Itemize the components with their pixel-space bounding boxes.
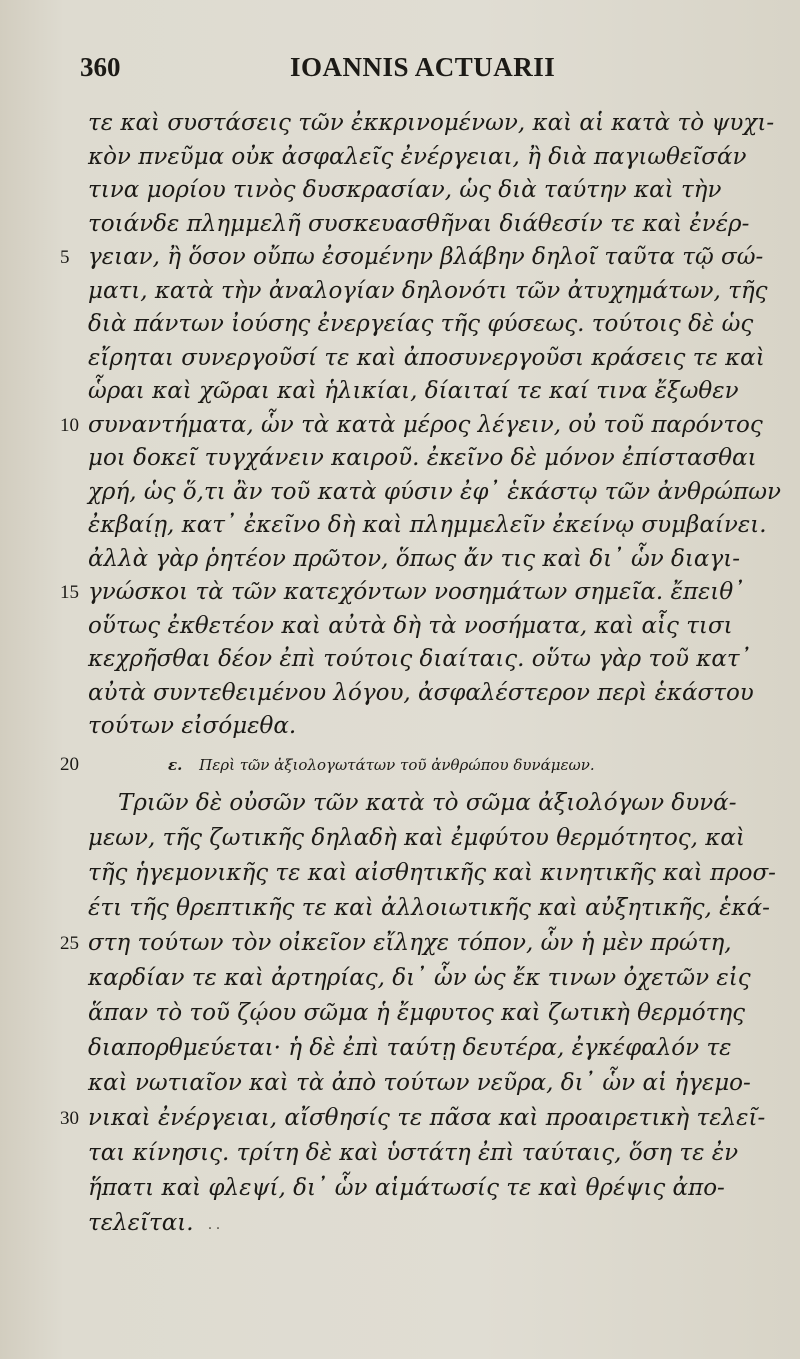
text-line: εἴρηται συνεργοῦσί τε καὶ ἀποσυνεργοῦσι κράσεις τε καὶ bbox=[88, 344, 765, 371]
text-line: ται κίνησις. τρίτη δὲ καὶ ὑστάτη ἐπὶ ταύταις, ὅση τε ἐν bbox=[88, 1140, 739, 1166]
text-line: χρή, ὡς ὅ,τι ἂν τοῦ κατὰ φύσιν ἐφ᾽ ἑκάστῳ τῶν ἀνθρώπων bbox=[88, 478, 781, 505]
text-line: καὶ νωτιαῖον καὶ τὰ ἀπὸ τούτων νεῦρα, δι᾽ ὧν αἱ ἡγεμο- bbox=[88, 1070, 751, 1096]
text-line: διὰ πάντων ἰούσης ἐνεργείας τῆς φύσεως. τούτοις δὲ ὡς bbox=[88, 311, 754, 337]
line-number: 20 bbox=[60, 754, 79, 775]
text-line: έτι τῆς θρεπτικῆς τε καὶ ἀλλοιωτικῆς καὶ αὐξητικῆς, ἑκά- bbox=[88, 895, 770, 921]
page-number: 360 bbox=[80, 52, 121, 82]
running-title: IOANNIS ACTUARII bbox=[290, 52, 556, 82]
text-line: τινα μορίου τινὸς δυσκρασίαν, ὡς διὰ ταύτην καὶ τὴν bbox=[88, 177, 722, 203]
text-line: ἀλλὰ γὰρ ῥητέον πρῶτον, ὅπως ἄν τις καὶ δι᾽ ὧν διαγι- bbox=[88, 545, 740, 572]
text-line-indented: Τριῶν δὲ οὐσῶν τῶν κατὰ τὸ σῶμα ἀξιολόγων δυνά- bbox=[118, 790, 737, 816]
text-line: νικαὶ ἐνέργειαι, αἴσθησίς τε πᾶσα καὶ προαιρετικὴ τελεῖ- bbox=[88, 1105, 766, 1131]
line-number: 15 bbox=[60, 582, 79, 603]
text-line: ἐκβαίῃ, κατ᾽ ἐκεῖνο δὴ καὶ πλημμελεῖν ἐκείνῳ συμβαίνει. bbox=[88, 512, 767, 538]
text-line: αὐτὰ συντεθειμένου λόγου, ἀσφαλέστερον περὶ ἑκάστου bbox=[88, 679, 754, 706]
text-line: οὕτως ἐκθετέον καὶ αὐτὰ δὴ τὰ νοσήματα, καὶ αἷς τισι bbox=[88, 612, 733, 639]
end-mark: . . bbox=[208, 1216, 220, 1233]
text-line: ἥπατι καὶ φλεψί, δι᾽ ὧν αἱμάτωσίς τε καὶ θρέψις ἀπο- bbox=[88, 1175, 725, 1201]
section-title: Περὶ τῶν ἀξιολογωτάτων τοῦ ἀνθρώπου δυνάμεων. bbox=[199, 756, 595, 774]
text-line: τελεῖται. bbox=[88, 1210, 194, 1236]
text-line: ματι, κατὰ τὴν ἀναλογίαν δηλονότι τῶν ἀτυχημάτων, τῆς bbox=[88, 277, 768, 304]
line-number: 30 bbox=[60, 1108, 79, 1129]
text-line: τε καὶ συστάσεις τῶν ἐκκρινομένων, καὶ αἱ κατὰ τὸ ψυχι- bbox=[88, 110, 775, 136]
line-number: 10 bbox=[60, 414, 79, 436]
section-heading bbox=[168, 756, 595, 774]
text-line: ἅπαν τὸ τοῦ ζῴου σῶμα ἡ ἔμφυτος καὶ ζωτικὴ θερμότης bbox=[88, 1000, 746, 1026]
text-line: ὧραι καὶ χῶραι καὶ ἡλικίαι, δίαιταί τε καί τινα ἔξωθεν bbox=[88, 378, 739, 404]
text-line: στη τούτων τὸν οἰκεῖον εἴληχε τόπον, ὧν ἡ μὲν πρώτη, bbox=[88, 930, 732, 956]
text-line: μοι δοκεῖ τυγχάνειν καιροῦ. ἐκεῖνο δὲ μόνον ἐπίστασθαι bbox=[88, 445, 757, 471]
page-header bbox=[80, 52, 720, 92]
text-line: καρδίαν τε καὶ ἀρτηρίας, δι᾽ ὧν ὡς ἔκ τινων ὀχετῶν εἰς bbox=[88, 965, 751, 991]
line-number: 5 bbox=[60, 247, 70, 268]
section-number: ε. bbox=[168, 756, 183, 774]
text-line: γνώσκοι τὰ τῶν κατεχόντων νοσημάτων σημεῖα. ἔπειθ᾽ bbox=[88, 579, 745, 605]
text-line: τοιάνδε πλημμελῆ συσκευασθῆναι διάθεσίν τε καὶ ἐνέρ- bbox=[88, 210, 750, 237]
text-line: κὸν πνεῦμα οὐκ ἀσφαλεῖς ἐνέργειαι, ἢ διὰ παγιωθεῖσάν bbox=[88, 143, 747, 170]
text-line: μεων, τῆς ζωτικῆς δηλαδὴ καὶ ἐμφύτου θερμότητος, καὶ bbox=[88, 825, 745, 851]
text-line: γειαν, ἢ ὅσον οὔπω ἐσομένην βλάβην δηλοῖ ταῦτα τῷ σώ- bbox=[88, 244, 764, 270]
line-number: 25 bbox=[60, 933, 79, 954]
text-line: κεχρῆσθαι δέον ἐπὶ τούτοις διαίταις. οὕτω γὰρ τοῦ κατ᾽ bbox=[88, 646, 752, 672]
text-line: τῆς ἡγεμονικῆς τε καὶ αἰσθητικῆς καὶ κινητικῆς καὶ προσ- bbox=[88, 860, 776, 886]
text-line: διαπορθμεύεται· ἡ δὲ ἐπὶ ταύτῃ δευτέρα, ἐγκέφαλόν τε bbox=[88, 1035, 732, 1061]
text-line: τούτων εἰσόμεθα. bbox=[88, 713, 297, 739]
text-line: συναντήματα, ὧν τὰ κατὰ μέρος λέγειν, οὐ τοῦ παρόντος bbox=[88, 411, 763, 438]
